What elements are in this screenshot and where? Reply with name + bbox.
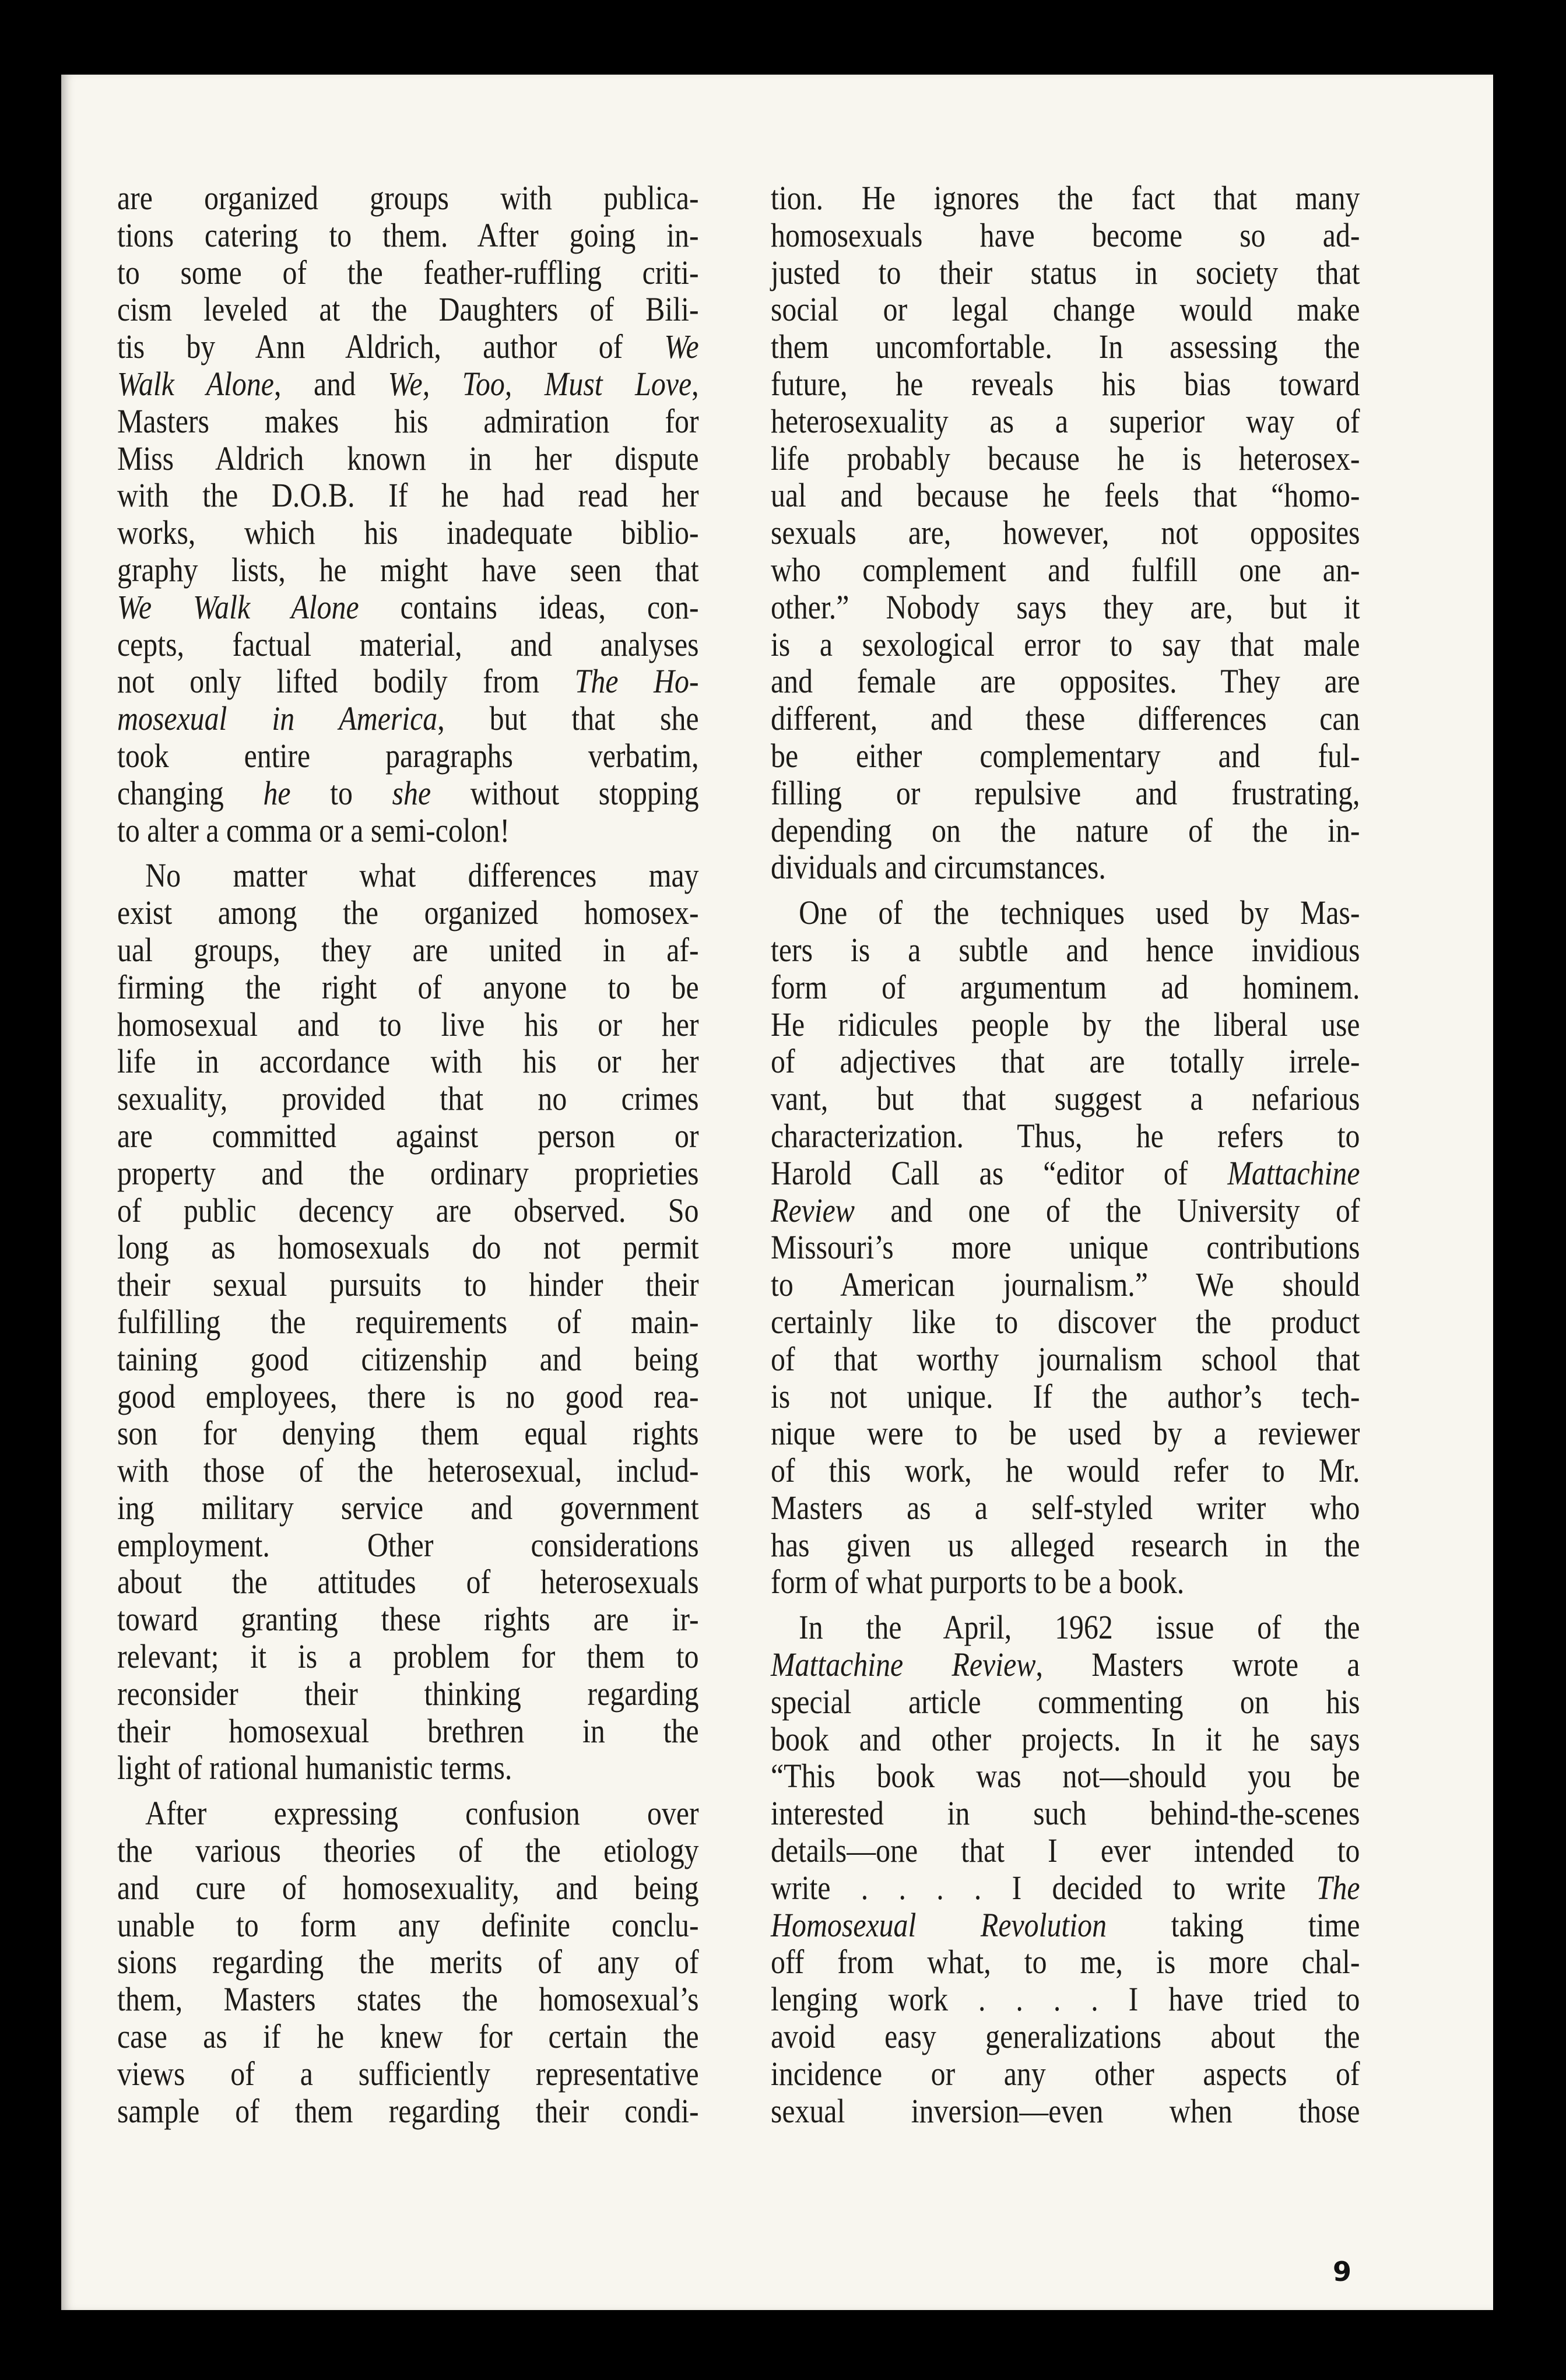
text-line: to some of the feather-ruffling criti-: [117, 253, 699, 291]
text-line: them uncomfortable. In assessing the: [771, 328, 1360, 366]
text-line: certainly like to discover the product: [771, 1302, 1360, 1341]
text-line: Mattachine Review, Masters wrote a: [771, 1646, 1360, 1684]
text-line: dividuals and circumstances.: [771, 848, 1106, 887]
text-line: No matter what differences may: [145, 856, 699, 895]
text-line: Masters makes his admiration for: [117, 402, 699, 440]
text-line: views of a sufficiently representative: [117, 2054, 699, 2093]
text-line: sexual inversion—even when those: [771, 2091, 1360, 2130]
text-line: heterosexuality as a superior way of: [771, 402, 1360, 440]
text-line: interested in such behind-the-scenes: [771, 1794, 1360, 1833]
text-line: graphy lists, he might have seen that: [117, 550, 699, 589]
text-line: are committed against person or: [117, 1116, 699, 1155]
text-line: fulfilling the requirements of main-: [117, 1302, 699, 1341]
text-line: special article commenting on his: [771, 1682, 1360, 1721]
text-line: are organized groups with publica-: [117, 179, 699, 217]
right-column: [771, 180, 1360, 2129]
text-line: property and the ordinary proprieties: [117, 1154, 699, 1192]
text-line: changing he to she without stopping: [117, 774, 699, 812]
text-line: reconsider their thinking regarding: [117, 1674, 699, 1713]
text-line: works, which his inadequate biblio-: [117, 514, 699, 552]
text-line: sions regarding the merits of any of: [117, 1943, 699, 1981]
text-line: off from what, to me, is more chal-: [771, 1943, 1360, 1981]
text-line: and cure of homosexuality, and being: [117, 1868, 699, 1907]
text-line: He ridicules people by the liberal use: [771, 1005, 1360, 1043]
paragraph-gap: [771, 886, 1360, 894]
text-line: other.” Nobody says they are, but it: [771, 588, 1360, 626]
paragraph: [771, 1609, 1360, 2129]
text-line: exist among the organized homosex-: [117, 894, 699, 932]
text-line: “This book was not—should you be: [771, 1757, 1360, 1795]
text-line: future, he reveals his bias toward: [771, 364, 1360, 403]
text-line: life in accordance with his or her: [117, 1042, 699, 1081]
text-line: sample of them regarding their condi-: [117, 2091, 699, 2130]
paragraph: [117, 1795, 699, 2129]
text-line: to alter a comma or a semi-colon!: [117, 811, 510, 849]
text-line: be either complementary and ful-: [771, 736, 1360, 775]
text-line: firming the right of anyone to be: [117, 968, 699, 1006]
text-line: of that worthy journalism school that: [771, 1340, 1360, 1378]
text-line: their sexual pursuits to hinder their: [117, 1265, 699, 1304]
text-line: ters is a subtle and hence invidious: [771, 930, 1360, 969]
text-line: Harold Call as “editor of Mattachine: [771, 1154, 1360, 1192]
left-column: [117, 180, 699, 2129]
text-line: who complement and fulfill one an-: [771, 550, 1360, 589]
text-line: tions catering to them. After going in-: [117, 216, 699, 254]
document-page: [61, 75, 1493, 2310]
text-line: life probably because he is heterosex-: [771, 439, 1360, 477]
text-line: social or legal change would make: [771, 290, 1360, 329]
text-line: different, and these differences can: [771, 699, 1360, 738]
text-line: ual groups, they are united in af-: [117, 930, 699, 969]
text-line: ual and because he feels that “homo-: [771, 476, 1360, 515]
paragraph: [771, 894, 1360, 1601]
text-line: cism leveled at the Daughters of Bili-: [117, 290, 699, 329]
text-line: of adjectives that are totally irrele-: [771, 1042, 1360, 1081]
text-line: son for denying them equal rights: [117, 1414, 699, 1453]
text-line: tion. He ignores the fact that many: [771, 179, 1360, 217]
text-line: characterization. Thus, he refers to: [771, 1116, 1360, 1155]
text-line: took entire paragraphs verbatim,: [117, 736, 699, 775]
text-line: homosexuals have become so ad-: [771, 216, 1360, 254]
text-line: is a sexological error to say that male: [771, 625, 1360, 663]
text-line: not only lifted bodily from The Ho-: [117, 662, 699, 701]
text-line: Miss Aldrich known in her dispute: [117, 439, 699, 477]
text-line: them, Masters states the homosexual’s: [117, 1980, 699, 2019]
paragraph-gap: [117, 849, 699, 857]
text-line: One of the techniques used by Mas-: [799, 894, 1360, 932]
text-line: employment. Other considerations: [117, 1525, 699, 1564]
text-line: vant, but that suggest a nefarious: [771, 1080, 1360, 1118]
text-line: long as homosexuals do not permit: [117, 1228, 699, 1267]
text-line: Missouri’s more unique contributions: [771, 1228, 1360, 1267]
text-line: good employees, there is no good rea-: [117, 1377, 699, 1415]
paragraph-gap: [117, 1787, 699, 1795]
text-line: is not unique. If the author’s tech-: [771, 1377, 1360, 1415]
text-line: with those of the heterosexual, includ-: [117, 1451, 699, 1490]
text-line: ing military service and government: [117, 1488, 699, 1527]
text-line: sexuals are, however, not opposites: [771, 514, 1360, 552]
text-line: form of what purports to be a book.: [771, 1563, 1185, 1601]
paragraph: [117, 180, 699, 849]
text-line: lenging work . . . . I have tried to: [771, 1980, 1360, 2019]
text-line: write . . . . I decided to write The: [771, 1868, 1360, 1907]
text-line: their homosexual brethren in the: [117, 1711, 699, 1750]
text-line: details—one that I ever intended to: [771, 1831, 1360, 1870]
paragraph: [117, 857, 699, 1787]
paragraph-gap: [771, 1601, 1360, 1609]
text-line: We Walk Alone contains ideas, con-: [117, 588, 699, 626]
text-line: sexuality, provided that no crimes: [117, 1080, 699, 1118]
text-line: book and other projects. In it he says: [771, 1720, 1360, 1758]
text-line: taining good citizenship and being: [117, 1340, 699, 1378]
text-line: cepts, factual material, and analyses: [117, 625, 699, 663]
text-line: about the attitudes of heterosexuals: [117, 1563, 699, 1601]
text-line: of this work, he would refer to Mr.: [771, 1451, 1360, 1490]
text-line: In the April, 1962 issue of the: [799, 1608, 1360, 1647]
text-line: toward granting these rights are ir-: [117, 1600, 699, 1639]
text-line: Walk Alone, and We, Too, Must Love,: [117, 364, 699, 403]
paragraph: [771, 180, 1360, 886]
text-line: nique were to be used by a reviewer: [771, 1414, 1360, 1453]
page-number: 9: [1333, 2256, 1352, 2287]
text-line: form of argumentum ad hominem.: [771, 968, 1360, 1006]
text-line: the various theories of the etiology: [117, 1831, 699, 1870]
text-line: to American journalism.” We should: [771, 1265, 1360, 1304]
text-line: case as if he knew for certain the: [117, 2017, 699, 2056]
text-line: mosexual in America, but that she: [117, 699, 699, 738]
text-line: of public decency are observed. So: [117, 1191, 699, 1229]
text-line: depending on the nature of the in-: [771, 811, 1360, 849]
text-line: relevant; it is a problem for them to: [117, 1637, 699, 1676]
text-line: light of rational humanistic terms.: [117, 1749, 512, 1787]
text-line: and female are opposites. They are: [771, 662, 1360, 701]
text-line: filling or repulsive and frustrating,: [771, 774, 1360, 812]
text-line: incidence or any other aspects of: [771, 2054, 1360, 2093]
text-line: has given us alleged research in the: [771, 1525, 1360, 1564]
text-line: with the D.O.B. If he had read her: [117, 476, 699, 515]
text-line: Review and one of the University of: [771, 1191, 1360, 1229]
text-line: unable to form any definite conclu-: [117, 1906, 699, 1944]
text-line: homosexual and to live his or her: [117, 1005, 699, 1043]
text-line: avoid easy generalizations about the: [771, 2017, 1360, 2056]
text-line: justed to their status in society that: [771, 253, 1360, 291]
text-line: Homosexual Revolution taking time: [771, 1906, 1360, 1944]
text-line: After expressing confusion over: [145, 1794, 699, 1833]
text-line: tis by Ann Aldrich, author of We: [117, 328, 699, 366]
text-line: Masters as a self-styled writer who: [771, 1488, 1360, 1527]
